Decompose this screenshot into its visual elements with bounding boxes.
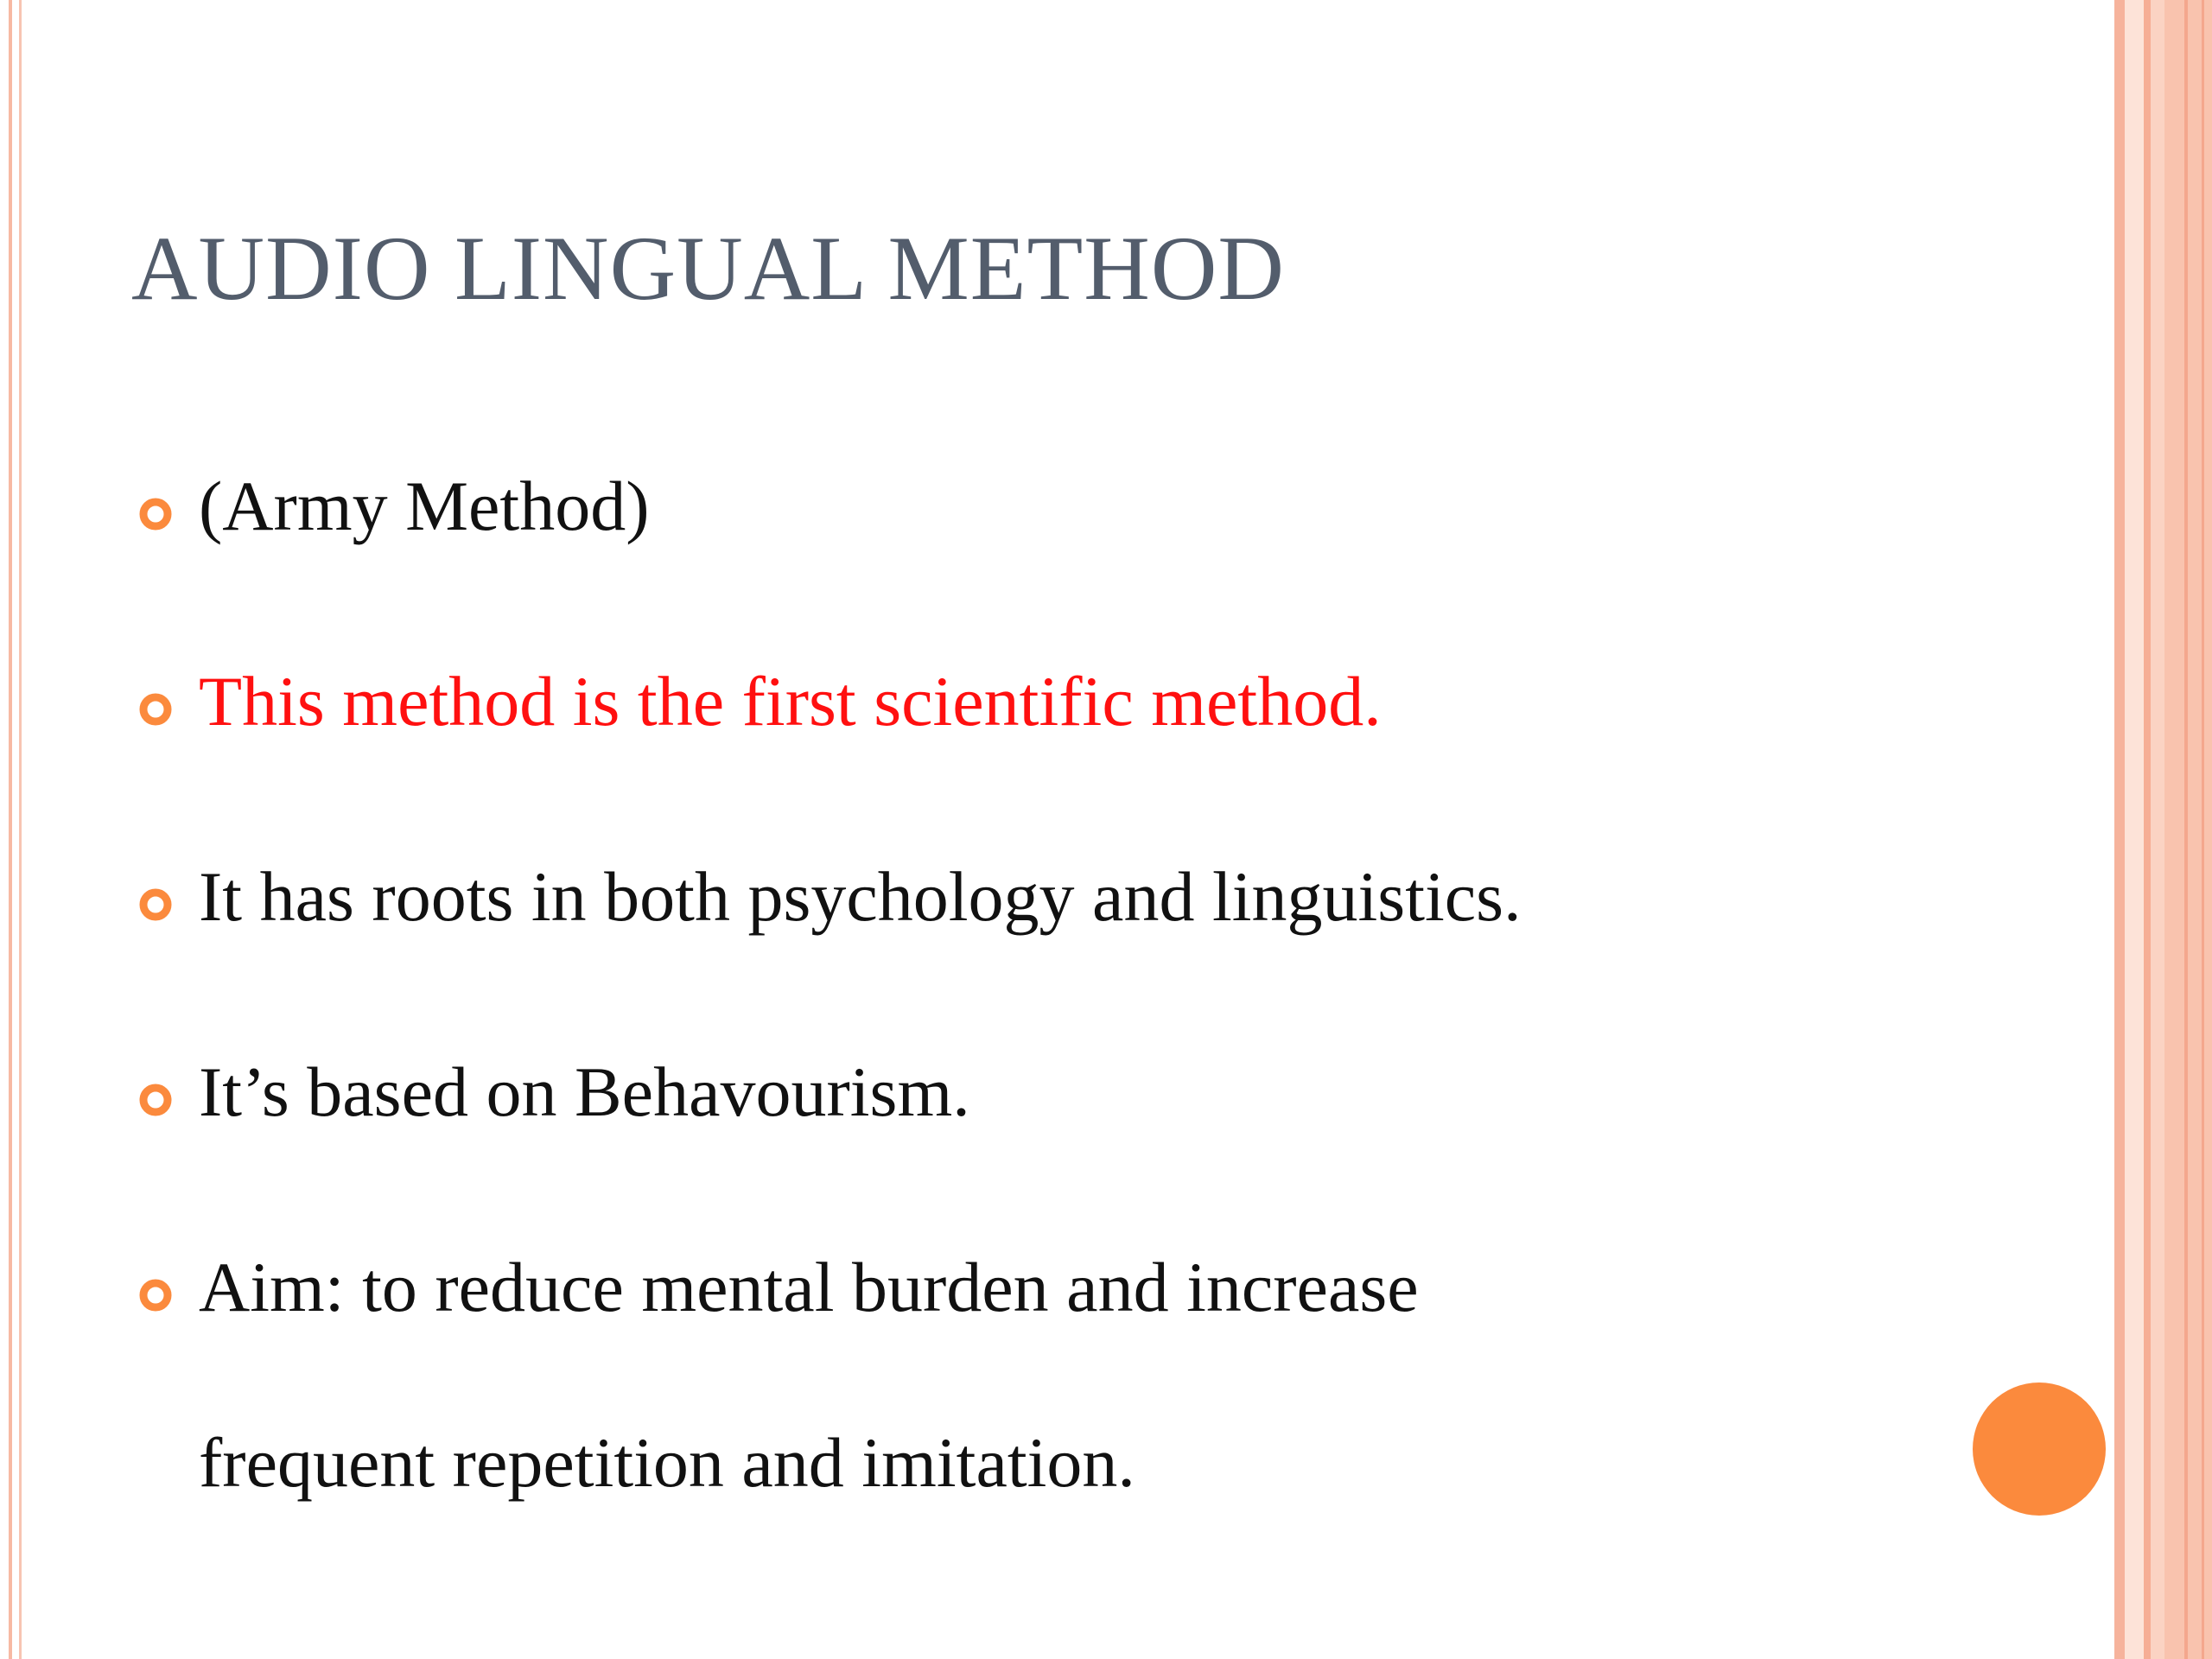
bullet-text: Aim: to reduce mental burden and increase <box>199 1248 1419 1326</box>
orange-ring-bullet-icon <box>138 1083 173 1117</box>
orange-ring-bullet-icon <box>138 497 173 531</box>
orange-ring-bullet-icon <box>138 1278 173 1313</box>
right-decorative-band <box>2114 0 2125 1659</box>
right-decorative-band <box>2144 0 2151 1659</box>
right-decorative-band <box>2202 0 2204 1659</box>
left-border-line <box>9 0 12 1659</box>
slide-title: AUDIO LINGUAL METHOD <box>131 218 1285 319</box>
bullet-continuation-text: frequent repetition and imitation. <box>199 1423 1135 1502</box>
left-border-line <box>19 0 22 1659</box>
right-decorative-band <box>2184 0 2188 1659</box>
right-decorative-band <box>2125 0 2144 1659</box>
orange-ring-bullet-icon <box>138 887 173 922</box>
bullet-text-highlighted: This method is the first scientific method. <box>199 662 1382 741</box>
bullet-text: It’s based on Behavourism. <box>199 1052 970 1131</box>
right-decorative-band <box>2151 0 2164 1659</box>
right-decorative-band <box>2164 0 2212 1659</box>
bullet-text: It has roots in both psychology and linguistics. <box>199 857 1522 936</box>
bullet-text: (Army Method) <box>199 467 650 545</box>
orange-ring-bullet-icon <box>138 692 173 727</box>
decorative-orange-circle <box>1973 1382 2106 1516</box>
